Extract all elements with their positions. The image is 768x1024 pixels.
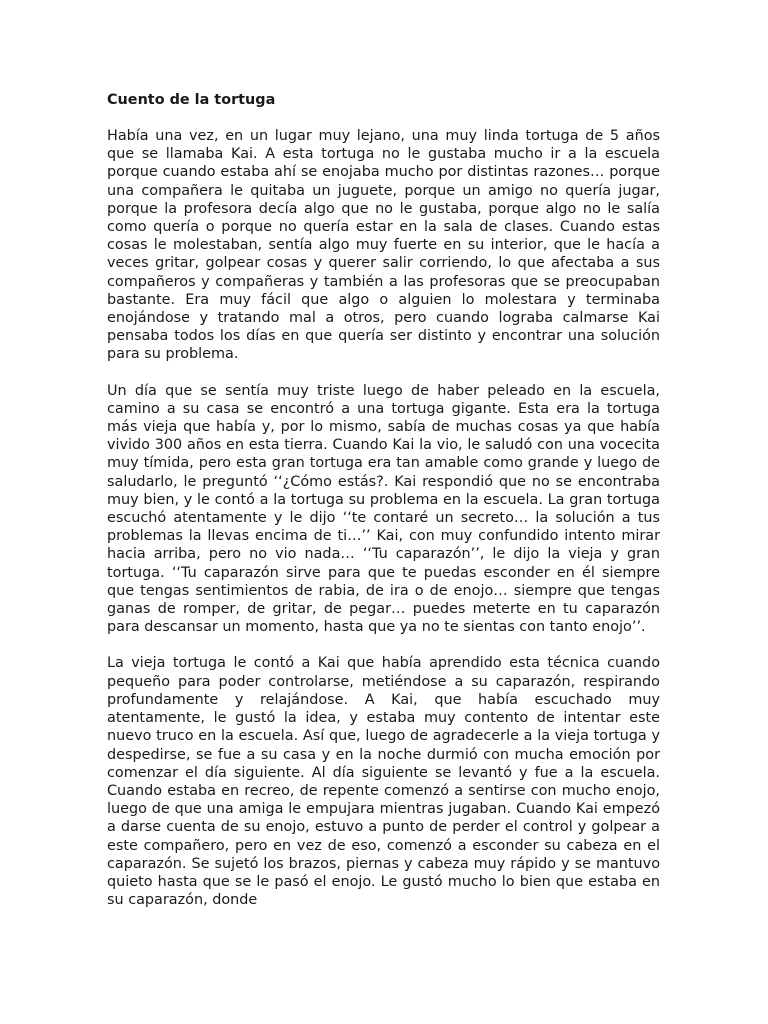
document-page [107, 90, 660, 927]
paragraph-1: Había una vez, en un lugar muy lejano, una muy linda tortuga de 5 años que se llamaba Kai. A esta tortuga no le gustaba mucho ir a la escuela porque cuando estaba ahí se enojaba mucho por distintas razones… porque una compañera le quitaba un juguete, porque un amigo no quería jugar, porque la profesora decía algo que no le gustaba, porque algo no le salía como quería o porque no quería estar en la sala de clases. Cuando estas cosas le molestaban, sentía algo muy fuerte en su interior, que le hacía a veces gritar, golpear cosas y querer salir corriendo, lo que afectaba a sus compañeros y compañeras y también a las profesoras que se preocupaban bastante. Era muy fácil que algo o alguien lo molestara y terminaba enojándose y tratando mal a otros, pero cuando lograba calmarse Kai pensaba todos los días en que quería ser distinto y encontrar una solución para su problema. [107, 128, 660, 363]
paragraph-3: La vieja tortuga le contó a Kai que había aprendido esta técnica cuando pequeño para poder controlarse, metiéndose a su caparazón, respirando profundamente y relajándose. A Kai, que había escuchado muy atentamente, le gustó la idea, y estaba muy contento de intentar este nuevo truco en la escuela. Así que, luego de agradecerle a la vieja tortuga y despedirse, se fue a su casa y en la noche durmió con mucha emoción por comenzar el día siguiente. Al día siguiente se levantó y fue a la escuela. Cuando estaba en recreo, de repente comenzó a sentirse con mucho enojo, luego de que una amiga le empujara mientras jugaban. Cuando Kai empezó a darse cuenta de su enojo, estuvo a punto de perder el control y golpear a este compañero, pero en vez de eso, comenzó a esconder su cabeza en el caparazón. Se sujetó los brazos, piernas y cabeza muy rápido y se mantuvo quieto hasta que se le pasó el enojo. Le gustó mucho lo bien que estaba en su caparazón, donde [107, 655, 660, 909]
paragraph-2: Un día que se sentía muy triste luego de haber peleado en la escuela, camino a su casa se encontró a una tortuga gigante. Esta era la tortuga más vieja que había y, por lo mismo, sabía de muchas cosas ya que había vivido 300 años en esta tierra. Cuando Kai la vio, le saludó con una vocecita muy tímida, pero esta gran tortuga era tan amable como grande y luego de saludarlo, le preguntó ‘‘¿Cómo estás?. Kai respondió que no se encontraba muy bien, y le contó a la tortuga su problema en la escuela. La gran tortuga escuchó atentamente y le dijo ‘‘te contaré un secreto… la solución a tus problemas la llevas encima de ti…’’ Kai, con muy confundido intento mirar hacia arriba, pero no vio nada… ‘‘Tu caparazón’’, le dijo la vieja y gran tortuga. ‘‘Tu caparazón sirve para que te puedas esconder en él siempre que tengas sentimientos de rabia, de ira o de enojo… siempre que tengas ganas de romper, de gritar, de pegar… puedes meterte en tu caparazón para descansar un momento, hasta que ya no te sientas con tanto enojo’’. [107, 382, 660, 636]
document-title: Cuento de la tortuga [107, 92, 276, 108]
